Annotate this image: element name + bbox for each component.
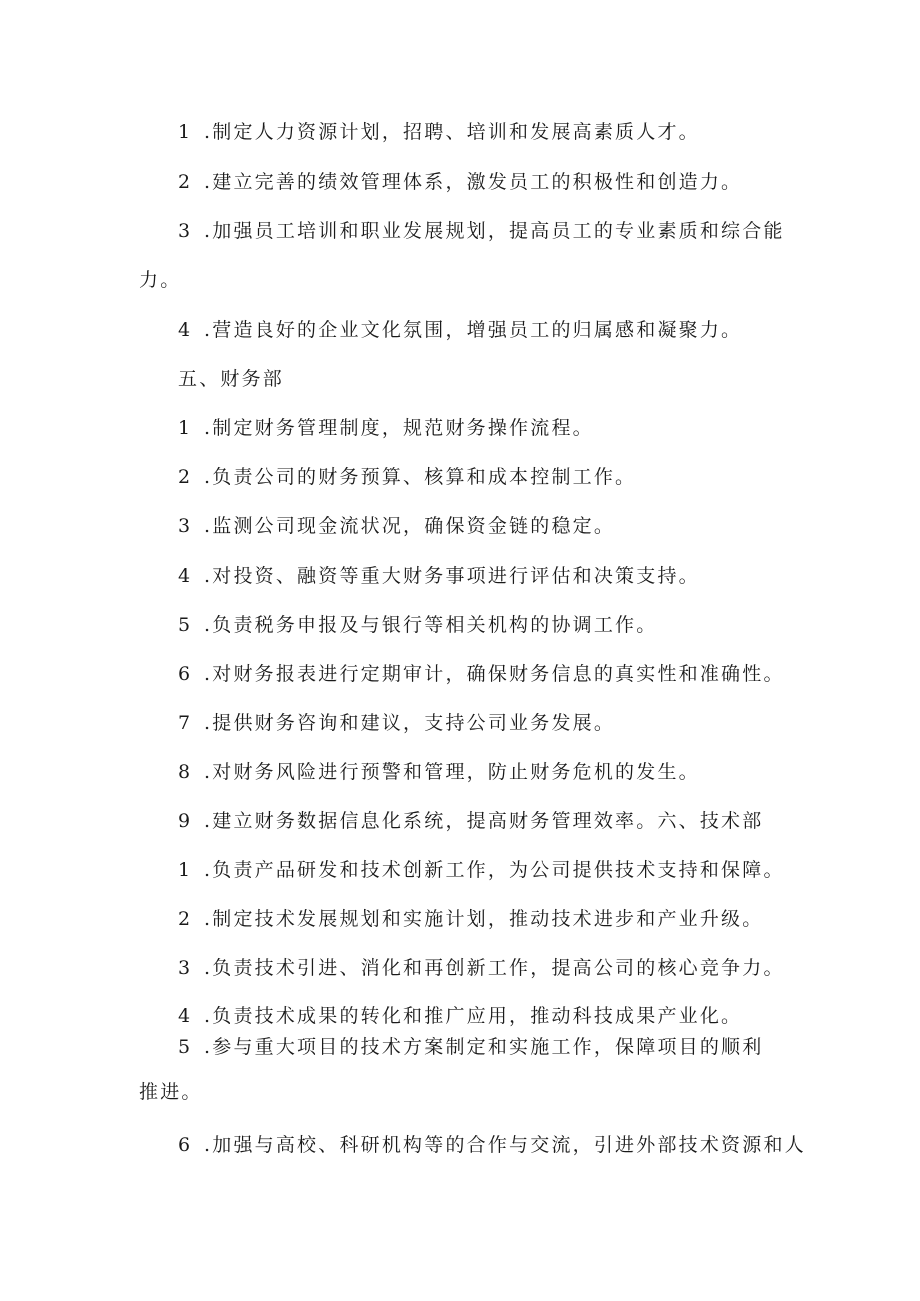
paragraph-tech-5-continuation: [139, 1080, 203, 1104]
paragraph-text: .负责技术成果的转化和推广应用，推动科技成果产业化。: [204, 1005, 743, 1027]
paragraph-hr-4: [178, 318, 742, 342]
paragraph-tech-3: [178, 956, 785, 980]
paragraph-tech-4: [178, 1004, 742, 1028]
paragraph-text: .营造良好的企业文化氛围，增强员工的归属感和凝聚力。: [204, 319, 743, 341]
paragraph-tech-6: [178, 1133, 806, 1157]
item-number: 1: [178, 417, 191, 439]
paragraph-text: .对财务风险进行预警和管理，防止财务危机的发生。: [204, 761, 700, 783]
item-number: 4: [178, 565, 191, 587]
paragraph-finance-6: [178, 662, 785, 686]
paragraph-finance-5: [178, 613, 657, 637]
item-number: 1: [178, 859, 191, 881]
paragraph-tech-2: [178, 907, 763, 931]
paragraph-text: .负责税务申报及与银行等相关机构的协调工作。: [204, 614, 658, 636]
item-number: 4: [178, 319, 191, 341]
paragraph-text: .提供财务咨询和建议，支持公司业务发展。: [204, 712, 616, 734]
paragraph-text: .负责技术引进、消化和再创新工作，提高公司的核心竞争力。: [204, 957, 785, 979]
paragraph-text: .制定人力资源计划，招聘、培训和发展高素质人才。: [204, 121, 700, 143]
item-number: 1: [178, 121, 191, 143]
paragraph-hr-2: [178, 170, 742, 194]
paragraph-finance-9: [178, 809, 763, 833]
paragraph-text: .制定技术发展规划和实施计划，推动技术进步和产业升级。: [204, 908, 764, 930]
paragraph-text: .参与重大项目的技术方案制定和实施工作，保障项目的顺利: [204, 1036, 764, 1058]
item-number: 9: [178, 810, 191, 832]
item-number: 2: [178, 171, 191, 193]
paragraph-text: .加强员工培训和职业发展规划，提高员工的专业素质和综合能: [204, 220, 785, 242]
paragraph-finance-4: [178, 564, 700, 588]
item-number: 3: [178, 957, 191, 979]
paragraph-hr-1: [178, 120, 700, 144]
paragraph-text: .对财务报表进行定期审计，确保财务信息的真实性和准确性。: [204, 663, 785, 685]
paragraph-text: .负责产品研发和技术创新工作，为公司提供技术支持和保障。: [204, 859, 785, 881]
paragraph-text: .建立完善的绩效管理体系，激发员工的积极性和创造力。: [204, 171, 743, 193]
item-number: 5: [178, 1036, 191, 1058]
paragraph-text: .监测公司现金流状况，确保资金链的稳定。: [204, 515, 616, 537]
paragraph-finance-3: [178, 514, 615, 538]
item-number: 5: [178, 614, 191, 636]
item-number: 3: [178, 220, 191, 242]
paragraph-hr-3: [178, 219, 785, 243]
item-number: 3: [178, 515, 191, 537]
paragraph-tech-5: [178, 1035, 763, 1059]
paragraph-text: 推进。: [139, 1081, 203, 1103]
section-heading-text: 五、财务部: [178, 368, 285, 390]
paragraph-hr-3-continuation: [139, 268, 181, 292]
item-number: 2: [178, 466, 191, 488]
item-number: 6: [178, 663, 191, 685]
paragraph-text: .加强与高校、科研机构等的合作与交流，引进外部技术资源和人: [204, 1134, 806, 1156]
paragraph-finance-2: [178, 465, 636, 489]
item-number: 4: [178, 1005, 191, 1027]
paragraph-finance-7: [178, 711, 615, 735]
paragraph-finance-1: [178, 416, 594, 440]
paragraph-text: .建立财务数据信息化系统，提高财务管理效率。六、技术部: [204, 810, 764, 832]
item-number: 6: [178, 1134, 191, 1156]
paragraph-tech-1: [178, 858, 785, 882]
paragraph-text: 力。: [139, 269, 182, 291]
section-heading-finance: [178, 367, 284, 391]
paragraph-finance-8: [178, 760, 700, 784]
paragraph-text: .制定财务管理制度，规范财务操作流程。: [204, 417, 594, 439]
paragraph-text: .负责公司的财务预算、核算和成本控制工作。: [204, 466, 637, 488]
item-number: 2: [178, 908, 191, 930]
paragraph-text: .对投资、融资等重大财务事项进行评估和决策支持。: [204, 565, 700, 587]
item-number: 8: [178, 761, 191, 783]
item-number: 7: [178, 712, 191, 734]
